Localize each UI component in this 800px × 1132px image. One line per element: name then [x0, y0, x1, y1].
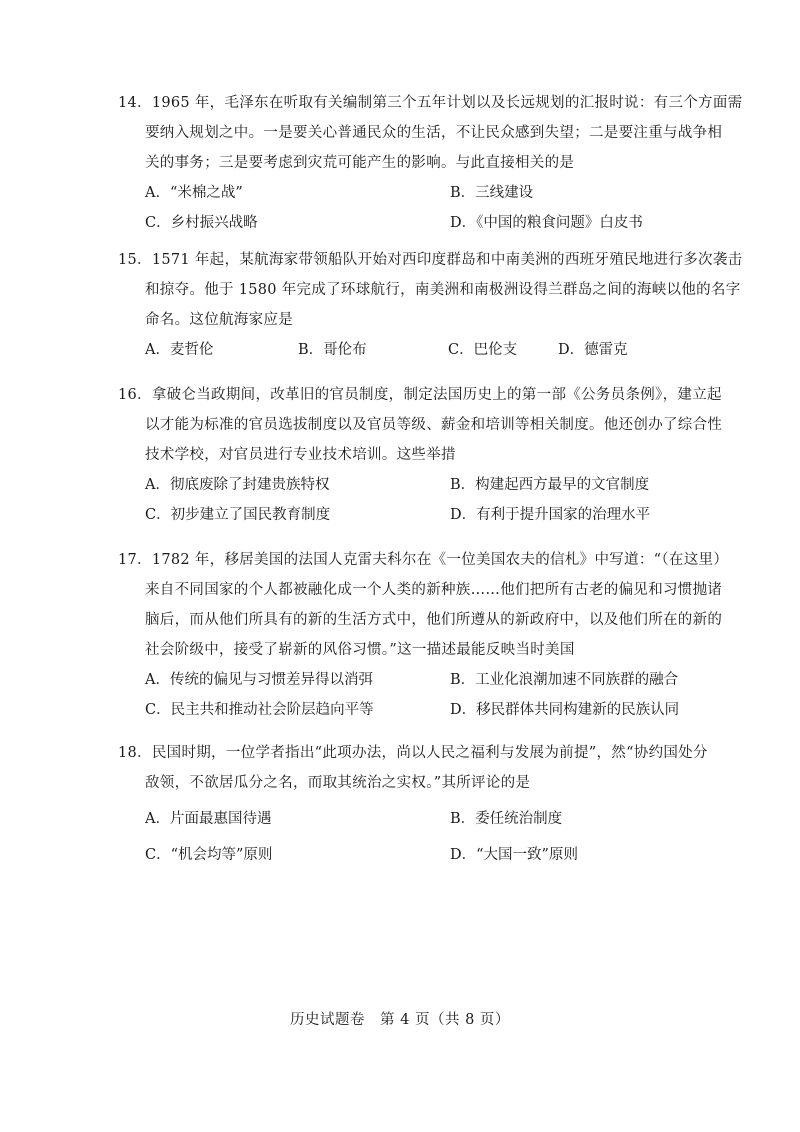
question-15-options-row	[118, 335, 698, 365]
question-16	[118, 380, 723, 530]
question-14	[118, 88, 743, 238]
question-16-line-3: 技术学校，对官员进行专业技术培训。这些举措	[145, 447, 456, 463]
question-14-line-1: 14．1965 年，毛泽东在听取有关编制第三个五年计划以及长远规划的汇报时说：有三个方面需	[118, 95, 743, 111]
question-15-option-a: A．麦哲伦	[145, 342, 214, 358]
question-18-options-row-2	[118, 840, 698, 870]
question-16-option-d: D．有利于提升国家的治理水平	[450, 507, 651, 523]
page-footer	[0, 1008, 800, 1032]
question-14-option-c: C．乡村振兴战略	[145, 215, 258, 231]
question-17-options-row-1	[118, 665, 698, 695]
question-18-option-b: B．委任统治制度	[450, 811, 563, 827]
question-18-option-c: C．“机会均等”原则	[145, 847, 273, 863]
question-16-line-2: 以才能为标准的官员选拔制度以及官员等级、薪金和培训等相关制度。他还创办了综合性	[145, 417, 723, 433]
question-15-line-2: 和掠夺。他于 1580 年完成了环球航行，南美洲和南极洲设得兰群岛之间的海峡以他的名字	[145, 282, 741, 298]
question-15-option-c: C．巴伦支	[448, 342, 518, 358]
question-17-line-2: 来自不同国家的个人都被融化成一个人类的新种族……他们把所有古老的偏见和习惯抛诸	[145, 582, 723, 598]
question-14-options-row-1	[118, 178, 698, 208]
question-14-option-d: D．《中国的粮食问题》白皮书	[450, 215, 643, 231]
question-17	[118, 545, 729, 725]
question-14-line-2: 要纳入规划之中。一是要关心普通民众的生活，不让民众感到失望；二是要注重与战争相	[145, 125, 723, 141]
question-17-option-b: B．工业化浪潮加速不同族群的融合	[450, 672, 679, 688]
question-17-line-4: 社会阶级中，接受了崭新的风俗习惯。”这一描述最能反映当时美国	[145, 642, 575, 658]
question-14-line-3: 关的事务；三是要考虑到灾荒可能产生的影响。与此直接相关的是	[145, 155, 575, 171]
question-15-line-1: 15．1571 年起，某航海家带领船队开始对西印度群岛和中南美洲的西班牙殖民地进行多次袭击	[118, 252, 743, 268]
question-17-option-a: A．传统的偏见与习惯差异得以消弭	[145, 672, 373, 688]
page-number-text: 历史试题卷 第 4 页（共 8 页）	[290, 1012, 510, 1028]
question-17-options-row-2	[118, 695, 698, 725]
question-18-option-d: D．“大国一致”原则	[450, 847, 578, 863]
question-14-option-b: B．三线建设	[450, 185, 534, 201]
question-16-option-a: A．彻底废除了封建贵族特权	[145, 477, 330, 493]
question-14-options-row-2	[118, 208, 698, 238]
question-14-option-a: A．“米棉之战”	[145, 185, 243, 201]
question-17-line-1: 17．1782 年，移居美国的法国人克雷夫科尔在《一位美国农夫的信札》中写道：“（在这里）	[118, 552, 729, 568]
question-17-option-c: C．民主共和推动社会阶层趋向平等	[145, 702, 374, 718]
question-18	[118, 738, 708, 870]
question-15-line-3: 命名。这位航海家应是	[145, 312, 293, 328]
question-18-options-row-1	[118, 804, 698, 834]
question-17-option-d: D．移民群体共同构建新的民族认同	[450, 702, 680, 718]
question-16-option-b: B．构建起西方最早的文官制度	[450, 477, 650, 493]
question-18-option-a: A．片面最惠国待遇	[145, 811, 272, 827]
question-15-option-d: D．德雷克	[558, 342, 628, 358]
question-16-options-row-2	[118, 500, 698, 530]
question-16-option-c: C．初步建立了国民教育制度	[145, 507, 331, 523]
question-18-line-2: 敌领，不欲居瓜分之名，而取其统治之实权。”其所评论的是	[145, 775, 531, 791]
question-17-line-3: 脑后，而从他们所具有的新的生活方式中，他们所遵从的新政府中，以及他们所在的新的	[145, 612, 723, 628]
question-15-option-b: B．哥伦布	[298, 342, 367, 358]
question-16-line-1: 16．拿破仑当政期间，改革旧的官员制度，制定法国历史上的第一部《公务员条例》，建立起	[118, 387, 722, 403]
question-16-options-row-1	[118, 470, 698, 500]
question-18-line-1: 18．民国时期，一位学者指出“此项办法，尚以人民之福利与发展为前提”，然“协约国处分	[118, 745, 708, 761]
question-15	[118, 245, 743, 365]
